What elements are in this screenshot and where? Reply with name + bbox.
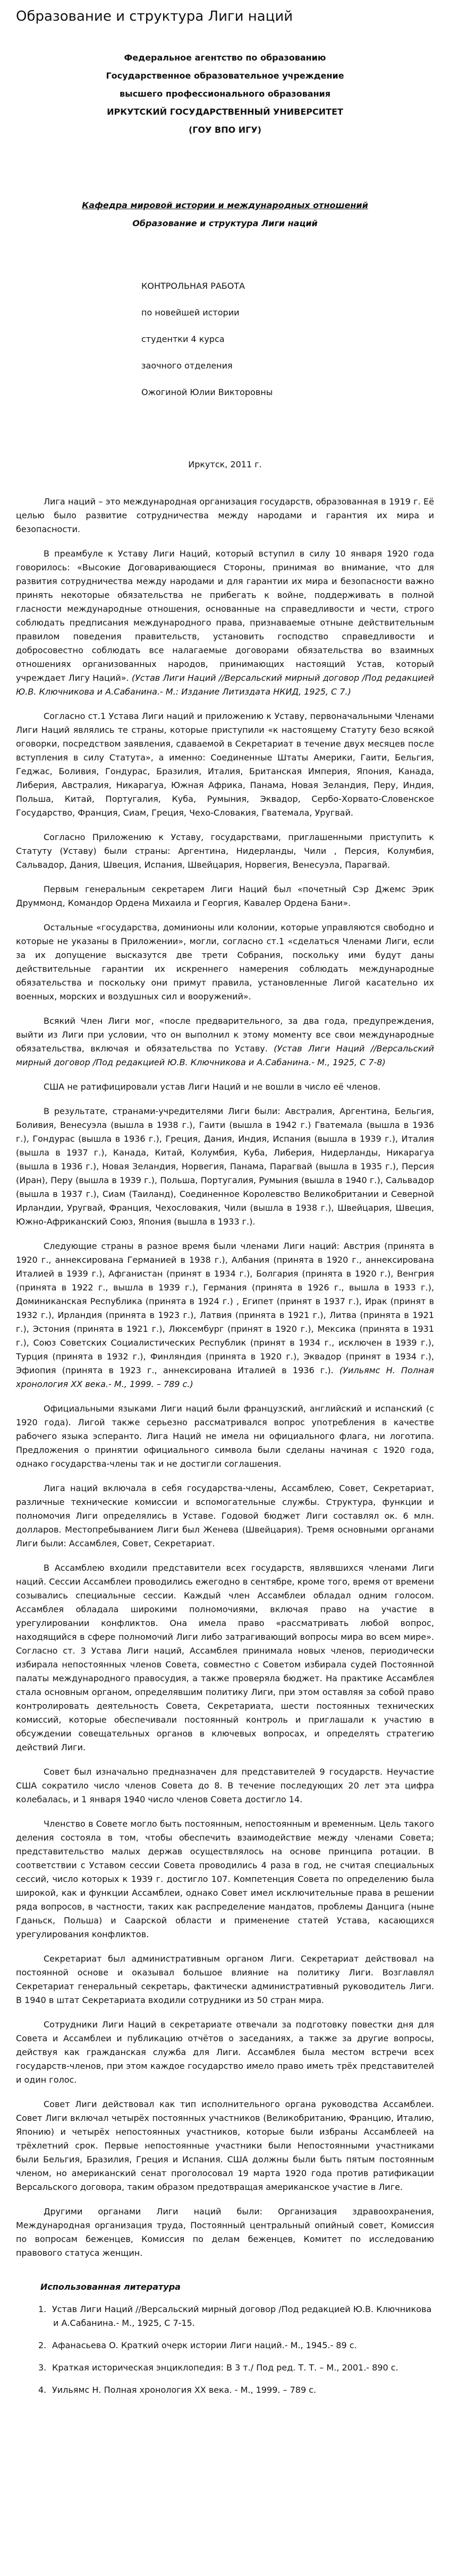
paragraph — [16, 883, 434, 910]
work-subtitle: Образование и структура Лиги наций — [132, 218, 318, 228]
paragraph — [16, 921, 434, 1004]
body-text — [16, 495, 434, 2260]
literature-text: Краткая историческая энциклопедия: В 3 т./ Под ред. Т. Т. – М., 2001.- 890 с. — [52, 2363, 398, 2373]
paragraph — [16, 1817, 434, 1941]
header-line: Федеральное агентство по образованию — [124, 53, 326, 63]
paragraph-text: Лига наций включала в себя государства-члены, Ассамблею, Совет, Секретариат, различные технические комиссии и вспомогательные службы. Структура, функции и полномочия Лиги определялись в Уставе. Годовой бюджет Лиги составлял ок. 6 млн. долларов. Местопребыванием Лиги был Женева (Швейцария). Тремя основными органами Лиги были: Ассамблея, Совет, Секретариат. — [16, 1483, 434, 1548]
work-info-line: заочного отделения — [141, 361, 233, 371]
paragraph — [16, 2098, 434, 2194]
work-info-line: Ожогиной Юлии Викторовны — [141, 387, 273, 397]
department-name: Кафедра мировой истории и международных отношений — [82, 200, 368, 210]
paragraph — [16, 1014, 434, 1069]
paragraph — [16, 1239, 434, 1391]
paragraph — [16, 2205, 434, 2260]
header-line: (ГОУ ВПО ИГУ) — [188, 125, 261, 135]
literature-item — [38, 2303, 434, 2330]
literature-text: Афанасьева О. Краткий очерк истории Лиги наций.- М., 1945.- 89 с. — [52, 2340, 357, 2350]
literature-number: 1. — [38, 2304, 47, 2314]
paragraph-text: США не ратифицировали устав Лиги Наций и не вошли в число её членов. — [44, 1082, 381, 1092]
citation: (Устав Лиги Наций //Версальский мирный договор /Под редакцией Ю.В. Ключникова и А.Сабанина.- М.: Издание Литиздата НКИД, 1925, С 7.) — [16, 673, 434, 697]
paragraph-text: Лига наций – это международная организация государств, образованная в 1919 г. Её целью было развитие сотрудничества между народами и гарантия их мира и безопасности. — [16, 497, 434, 534]
paragraph — [16, 1561, 434, 1755]
literature-item — [38, 2361, 434, 2375]
literature-number: 2. — [38, 2340, 47, 2350]
paragraph-text: В результате, странами-учредителями Лиги были: Австралия, Аргентина, Бельгия, Боливия, Венесуэла (вышла в 1938 г.), Гаити (вышла в 1942 г.) Гватемала (вышла в 1936 г.), Гондурас (вышла в 1936 г.), Греция, Дания, Индия, Испания (вышла в 1939 г.), Италия (вышла в 1937 г.), Канада, Китай, Колумбия, Куба, Либерия, Нидерланды, Никарагуа (вышла в 1936 г.), Новая Зеландия, Норвегия, Панама, Парагвай (вышла в 1935 г.), Персия (Иран), Перу (вышла в 1939 г.), Польша, Португалия, Румыния (вышла в 1940 г.), Сальвадор (вышла в 1937 г.), Сиам (Таиланд), Соединенное Королевство Великобритании и Северной Ирландии, Уругвай, Франция, Чехословакия, Чили (вышла в 1938 г.), Швейцария, Швеция, Южно-Африканский Союз, Япония (вышла в 1933 г.). — [16, 1106, 434, 1227]
paragraph — [16, 1952, 434, 2007]
paragraph — [16, 2018, 434, 2087]
document-title: Образование и структура Лиги наций — [16, 8, 293, 24]
city-year: Иркутск, 2011 г. — [188, 459, 262, 469]
paragraph — [16, 1080, 434, 1094]
paragraph-text: Секретариат был административным органом Лиги. Секретариат действовал на постоянной основе и оказывал большое влияние на политику Лиги. Возглавлял Секретариат генеральный секретарь, фактически административный руководитель Лиги. В 1940 в штат Секретариата входили сотрудники из 50 стран мира. — [16, 1954, 434, 2005]
paragraph-text: Сотрудники Лиги Наций в секретариате отвечали за подготовку повестки дня для Совета и Ассамблеи и публикацию отчётов о заседаниях, а также за другие вопросы, действуя как гражданская служба для Лиги. Ассамблея была местом встречи всех государств-членов, при этом каждое государство имело право иметь трёх представителей и один голос. — [16, 2019, 434, 2085]
header-line: высшего профессионального образования — [119, 89, 331, 99]
paragraph-text: Всякий Член Лиги мог, «после предварительного, за два года, предупреждения, выйти из Лиги при условии, что он выполнил к этому моменту все свои международные обязательства, включая и обязательства по Уставу. — [16, 1016, 434, 1054]
paragraph-text: Согласно ст.1 Устава Лиги наций и приложению к Уставу, первоначальными Членами Лиги Наций являлись те страны, которые приступили «к настоящему Статуту безо всякой оговорки, посредством заявления, сдаваемой в Секретариат в течение двух месяцев после вступления в силу Статута», а именно: Соединенные Штаты Америки, Гаити, Бельгия, Геджас, Боливия, Гондурас, Бразилия, Италия, Британская Империя, Япония, Канада, Либерия, Австралия, Никарагуа, Южная Африка, Панама, Новая Зеландия, Перу, Индия, Польша, Китай, Португалия, Куба, Румыния, Эквадор, Сербо-Хорвато-Словенское Государство, Франция, Сиам, Греция, Чехо-Словакия, Гватемала, Уругвай. — [16, 711, 434, 818]
literature-number: 3. — [38, 2363, 47, 2373]
paragraph-text: Совет был изначально предназначен для представителей 9 государств. Неучастие США сократило число членов Совета до 8. В течение последующих 20 лет эта цифра колебалась, и 1 января 1940 число членов Совета достигло 14. — [16, 1767, 434, 1804]
literature-text: Уильямс Н. Полная хронология XX века. - М., 1999. – 789 с. — [52, 2385, 317, 2395]
work-info-line: студентки 4 курса — [141, 334, 225, 344]
literature-heading: Использованная литература — [40, 2282, 181, 2292]
literature-item — [38, 2383, 434, 2397]
paragraph — [16, 1105, 434, 1229]
paragraph — [16, 831, 434, 872]
paragraph-text: Совет Лиги действовал как тип исполнительного органа руководства Ассамблеи. Совет Лиги включал четырёх постоянных участников (Великобританию, Францию, Италию, Японию) и четырёх непостоянных участников, которые были избраны Ассамблеей на трёхлетний срок. Первые непостоянные участники были Непостоянными участниками были Бельгия, Бразилия, Греция и Испания. США должны были быть пятым постоянным членом, но американский сенат проголосовал 19 марта 1920 года против ратификации Версальского договора, таким образом предотвращая американское участие в Лиге. — [16, 2099, 434, 2192]
literature-item — [38, 2339, 434, 2352]
work-info-line: по новейшей истории — [141, 307, 240, 318]
paragraph — [16, 1402, 434, 1471]
citation: (Уильямс Н. Полная хронология XX века.- М., 1999. – 789 с.) — [16, 1365, 434, 1389]
paragraph — [16, 495, 434, 536]
paragraph — [16, 547, 434, 699]
literature-number: 4. — [38, 2385, 47, 2395]
paragraph-text: В преамбуле к Уставу Лиги Наций, который вступил в силу 10 января 1920 года говорилось: «Высокие Договаривающиеся Стороны, принимая во внимание, что для развития сотрудничества между народами и для гарантии их мира и безопасности важно принять некоторые обязательства не прибегать к войне, поддерживать в полной гласности международные отношения, основанные на справедливости и чести, строго соблюдать предписания международного права, признаваемые отныне действительным правилом поведения правительств, установить господство справедливости и добросовестно соблюдать все налагаемые договорами обязательства во взаимных отношениях организованных народов, принимающих настоящий Устав, который учреждает Лигу Наций». — [16, 549, 434, 683]
literature-list — [16, 2303, 434, 2397]
header-line: ИРКУТСКИЙ ГОСУДАРСТВЕННЫЙ УНИВЕРСИТЕТ — [107, 107, 343, 117]
header-line: Государственное образовательное учреждение — [106, 71, 344, 81]
paragraph-text: Первым генеральным секретарем Лиги Наций был «почетный Сэр Джемс Эрик Друммонд, Командор Ордена Михаила и Георгия, Кавалер Ордена Бани». — [16, 884, 434, 908]
paragraph-text: Следующие страны в разное время были членами Лиги наций: Австрия (принята в 1920 г., аннексирована Германией в 1938 г.), Албания (принята в 1920 г., аннексирована Италией в 1939 г.), Афганистан (принят в 1934 г.), Болгария (принята в 1920 г.), Венгрия (принята в 1922 г., вышла в 1939 г.), Германия (принята в 1926 г., вышла в 1933 г.), Доминиканская Республика (принята в 1924 г.) , Египет (принят в 1937 г.), Ирак (принят в 1932 г.), Ирландия (принята в 1923 г.), Латвия (принята в 1921 г.), Литва (принята в 1921 г.), Эстония (принята в 1921 г.), Люксембург (принят в 1920 г.), Мексика (принята в 1931 г.), Союз Советских Социалистических Республик (принят в 1934 г., исключен в 1939 г.), Турция (принята в 1932 г.), Финляндия (принята в 1920 г.), Эквадор (принят в 1934 г.), Эфиопия (принята в 1923 г., аннексирована Италией в 1936 г.). — [16, 1241, 434, 1375]
paragraph-text: Официальными языками Лиги наций были французский, английский и испанский (с 1920 года). Лигой также серьезно рассматривался вопрос употребления в качестве рабочего языка эсперанто. Лига Наций не имела ни официального флага, ни логотипа. Предложения о принятии официального символа были сделаны начиная с 1920 года, однако государства-члены так и не достигли соглашения. — [16, 1403, 434, 1469]
paragraph-text: Согласно Приложению к Уставу, государствами, приглашенными приступить к Статуту (Уставу) были страны: Аргентина, Нидерланды, Чили , Персия, Колумбия, Сальвадор, Дания, Швеция, Испания, Швейцария, Норвегия, Венесуэла, Парагвай. — [16, 832, 434, 870]
work-info — [141, 273, 434, 406]
paragraph-text: Другими органами Лиги наций были: Организация здравоохранения, Международная организация труда, Постоянный центральный опийный совет, Комиссия по вопросам беженцев, Комиссия по делам беженцев, Комитет по исследованию правового статуса женщин. — [16, 2206, 434, 2258]
literature-text: Устав Лиги Наций //Версальский мирный договор /Под редакцией Ю.В. Ключникова и А.Сабанина.- М., 1925, С 7-15. — [52, 2304, 432, 2328]
paragraph — [16, 709, 434, 820]
paragraph-text: Членство в Совете могло быть постоянным, непостоянным и временным. Цель такого деления состояла в том, чтобы обеспечить взаимодействие между членами Совета; представительство малых держав осуществлялось на основе принципа ротации. В соответствии с Уставом сессии Совета проводились 4 раза в год, не считая специальных сессий, число которых к 1939 г. достигло 107. Компетенция Совета по определению была широкой, как и функции Ассамблеи, однако Совет имел исключительные права в решении ряда вопросов, в частности, таких как распределение мандатов, проблемы Данцига (ныне Гданьск, Польша) и Саарской области и применение статей Устава, касающихся урегулирования конфликтов. — [16, 1819, 434, 1939]
paragraph-text: В Ассамблею входили представители всех государств, являвшихся членами Лиги наций. Сессии Ассамблеи проводились ежегодно в сентябре, кроме того, время от времени созывались специальные сессии. Каждый член Ассамблеи обладал одним голосом. Ассамблея обладала широкими полномочиями, включая право на участие в урегулировании конфликтов. Она имела право «рассматривать любой вопрос, находящийся в сфере полномочий Лиги либо затрагивающий вопросы мира во всем мире». Согласно ст. 3 Устава Лиги наций, Ассамблея принимала новых членов, периодически избирала непостоянных членов Совета, совместно с Советом избирала судей Постоянной палаты международного правосудия, а также проверяла бюджет. На практике Ассамблея стала основным органом, определявшим политику Лиги, при этом оставляя за собой право контролировать деятельность Совета, Секретариата, шести постоянных технических комиссий, которые обеспечивали постоянный контроль и приглашали к участию в обсуждении совещательных органов в ключевых вопросах, и определять стратегию действий Лиги. — [16, 1563, 434, 1752]
institution-header — [16, 49, 434, 139]
citation: (Устав Лиги Наций //Версальский мирный договор /Под редакцией Ю.В. Ключникова и А.Сабанина.- М., 1925, С 7-8) — [16, 1043, 434, 1067]
paragraph-text: Остальные «государства, доминионы или колонии, которые управляются свободно и которые не указаны в Приложении», могли, согласно ст.1 «сделаться Членами Лиги, если за их допущение высказутся две трети Собрания, поскольку ими будут даны действительные гарантии их искреннего намерения соблюдать международные обязательства и поскольку они примут правила, установленные Лигой касательно их военных, морских и воздушных сил и вооружений». — [16, 922, 434, 1002]
paragraph — [16, 1482, 434, 1551]
paragraph — [16, 1765, 434, 1807]
work-info-line: КОНТРОЛЬНАЯ РАБОТА — [141, 281, 245, 291]
